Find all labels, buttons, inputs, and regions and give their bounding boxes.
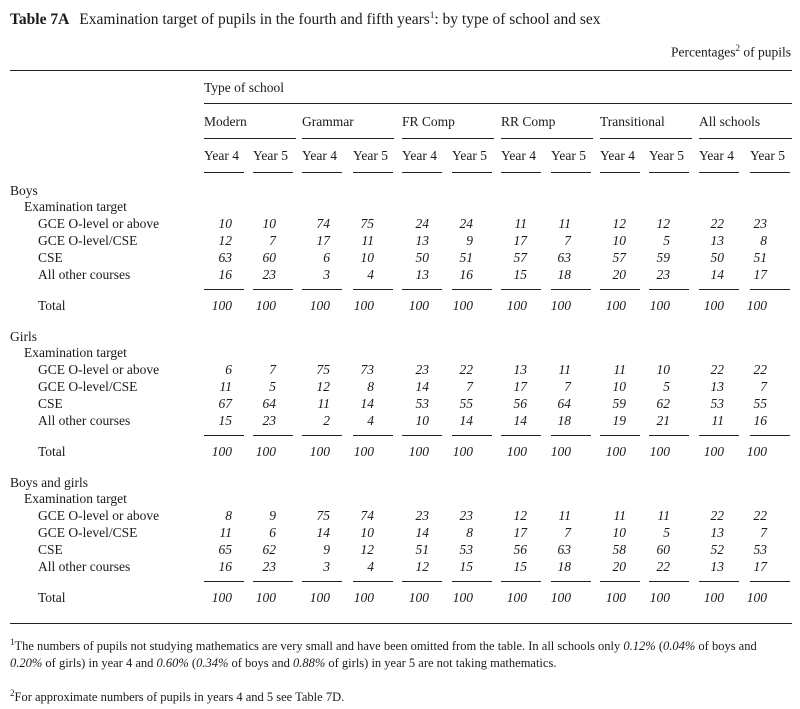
- table-cell: 23: [262, 267, 276, 282]
- header-school: RR Comp: [501, 114, 556, 129]
- table-cell: 11: [317, 396, 330, 411]
- table-title: [10, 10, 601, 29]
- table-cell: 20: [612, 559, 626, 574]
- total-cell: 100: [353, 298, 374, 313]
- row-label: GCE O-level or above: [38, 362, 160, 377]
- table-cell: 24: [459, 216, 473, 231]
- total-rule: [253, 581, 293, 582]
- header-school-rule: [699, 138, 792, 139]
- total-rule: [551, 581, 591, 582]
- section-heading: Boys: [10, 183, 38, 198]
- table-cell: 10: [262, 216, 276, 231]
- table-cell: 11: [514, 216, 527, 231]
- header-school-rule: [302, 138, 394, 139]
- header-year: Year 5: [649, 148, 685, 163]
- table-cell: 3: [323, 267, 330, 282]
- table-cell: 12: [656, 216, 670, 231]
- table-cell: 13: [513, 362, 527, 377]
- total-rule: [600, 289, 640, 290]
- table-cell: 18: [557, 267, 571, 282]
- table-cell: 56: [513, 396, 527, 411]
- total-cell: 100: [408, 590, 429, 605]
- total-cell: 100: [211, 444, 232, 459]
- table-cell: 9: [466, 233, 473, 248]
- table-cell: 10: [612, 233, 626, 248]
- header-year-rule: [452, 172, 492, 173]
- table-cell: 16: [218, 267, 232, 282]
- table-cell: 75: [316, 362, 330, 377]
- table-cell: 6: [225, 362, 232, 377]
- total-rule: [402, 289, 442, 290]
- total-rule: [353, 581, 393, 582]
- row-label: All other courses: [38, 413, 131, 428]
- table-cell: 7: [760, 525, 767, 540]
- header-year-rule: [402, 172, 442, 173]
- section-subheading: Examination target: [24, 491, 127, 506]
- table-cell: 12: [415, 559, 429, 574]
- footnote-2: $^2$For approximate numbers of pupils in years 4 and 5 see Table 7D.: [10, 688, 345, 705]
- table-cell: 7: [760, 379, 767, 394]
- header-year: Year 4: [501, 148, 537, 163]
- table-cell: 12: [316, 379, 330, 394]
- table-cell: 24: [415, 216, 429, 231]
- header-school-rule: [600, 138, 692, 139]
- table-cell: 11: [613, 508, 626, 523]
- total-rule: [204, 581, 244, 582]
- total-cell: 100: [309, 444, 330, 459]
- table-cell: 7: [269, 362, 276, 377]
- total-rule: [452, 435, 492, 436]
- table-cell: 11: [558, 508, 571, 523]
- unit-tail: of pupils: [739, 44, 791, 60]
- table-cell: 23: [459, 508, 473, 523]
- header-school-rule: [402, 138, 494, 139]
- total-rule: [699, 289, 739, 290]
- table-cell: 17: [513, 525, 527, 540]
- total-cell: 100: [703, 590, 724, 605]
- header-school: Transitional: [600, 114, 665, 129]
- table-label: Table 7A: [10, 11, 70, 29]
- total-cell: 100: [506, 590, 527, 605]
- row-label: GCE O-level/CSE: [38, 233, 138, 248]
- table-cell: 11: [219, 379, 232, 394]
- table-cell: 51: [415, 542, 429, 557]
- table-cell: 21: [656, 413, 670, 428]
- total-cell: 100: [211, 298, 232, 313]
- total-rule: [699, 581, 739, 582]
- total-cell: 100: [211, 590, 232, 605]
- table-cell: 14: [415, 379, 429, 394]
- table-cell: 17: [513, 379, 527, 394]
- row-label: GCE O-level/CSE: [38, 379, 138, 394]
- total-cell: 100: [550, 590, 571, 605]
- header-year-rule: [649, 172, 689, 173]
- table-cell: 74: [360, 508, 374, 523]
- total-rule: [649, 581, 689, 582]
- table-cell: 16: [753, 413, 767, 428]
- table-cell: 52: [710, 542, 724, 557]
- row-label: All other courses: [38, 267, 131, 282]
- header-group-rule: [204, 103, 792, 104]
- table-cell: 3: [323, 559, 330, 574]
- table-cell: 22: [656, 559, 670, 574]
- table-cell: 62: [656, 396, 670, 411]
- total-rule: [253, 435, 293, 436]
- table-cell: 15: [513, 559, 527, 574]
- table-cell: 13: [710, 525, 724, 540]
- table-cell: 8: [225, 508, 232, 523]
- table-cell: 74: [316, 216, 330, 231]
- table-cell: 23: [262, 413, 276, 428]
- header-year: Year 4: [699, 148, 735, 163]
- table-cell: 13: [415, 267, 429, 282]
- table-cell: 10: [656, 362, 670, 377]
- row-label: CSE: [38, 396, 63, 411]
- total-rule: [452, 289, 492, 290]
- total-rule: [699, 435, 739, 436]
- total-cell: 100: [353, 444, 374, 459]
- table-cell: 56: [513, 542, 527, 557]
- table-cell: 10: [360, 250, 374, 265]
- top-rule: [10, 70, 792, 71]
- total-cell: 100: [255, 590, 276, 605]
- table-cell: 65: [218, 542, 232, 557]
- table-cell: 15: [513, 267, 527, 282]
- table-cell: 10: [415, 413, 429, 428]
- table-cell: 6: [323, 250, 330, 265]
- row-label: All other courses: [38, 559, 131, 574]
- table-cell: 51: [459, 250, 473, 265]
- total-cell: 100: [255, 444, 276, 459]
- header-year-rule: [501, 172, 541, 173]
- section-heading: Girls: [10, 329, 37, 344]
- table-cell: 20: [612, 267, 626, 282]
- table-cell: 57: [513, 250, 527, 265]
- row-label: CSE: [38, 542, 63, 557]
- table-cell: 22: [753, 508, 767, 523]
- title-text: Examination target of pupils in the fourth and fifth years: [79, 11, 430, 29]
- total-rule: [649, 435, 689, 436]
- table-cell: 23: [262, 559, 276, 574]
- total-rule: [750, 435, 790, 436]
- table-cell: 6: [269, 525, 276, 540]
- table-cell: 10: [612, 379, 626, 394]
- total-rule: [501, 289, 541, 290]
- header-group-label: Type of school: [204, 80, 285, 95]
- total-cell: 100: [309, 590, 330, 605]
- header-year: Year 4: [600, 148, 636, 163]
- table-cell: 12: [218, 233, 232, 248]
- total-rule: [600, 435, 640, 436]
- total-rule: [551, 289, 591, 290]
- total-cell: 100: [452, 298, 473, 313]
- table-cell: 18: [557, 413, 571, 428]
- total-cell: 100: [746, 444, 767, 459]
- table-cell: 4: [367, 413, 374, 428]
- total-label: Total: [38, 298, 66, 313]
- total-rule: [750, 289, 790, 290]
- table-cell: 55: [753, 396, 767, 411]
- total-cell: 100: [746, 298, 767, 313]
- header-year: Year 4: [204, 148, 240, 163]
- header-school-rule: [501, 138, 593, 139]
- table-cell: 13: [710, 559, 724, 574]
- header-year: Year 5: [750, 148, 786, 163]
- table-cell: 11: [558, 216, 571, 231]
- section-heading: Boys and girls: [10, 475, 89, 490]
- table-cell: 5: [663, 525, 670, 540]
- table-cell: 17: [753, 267, 767, 282]
- footnote-2-mark: 2: [10, 688, 15, 698]
- header-year: Year 5: [253, 148, 289, 163]
- table-cell: 23: [415, 362, 429, 377]
- total-rule: [402, 581, 442, 582]
- table-cell: 10: [360, 525, 374, 540]
- table-cell: 15: [459, 559, 473, 574]
- table-cell: 12: [360, 542, 374, 557]
- table-cell: 15: [218, 413, 232, 428]
- table-cell: 62: [262, 542, 276, 557]
- table-cell: 60: [262, 250, 276, 265]
- table-cell: 11: [657, 508, 670, 523]
- unit-label: [671, 43, 791, 61]
- table-cell: 9: [269, 508, 276, 523]
- title-tail: : by type of school and sex: [434, 11, 601, 29]
- total-rule: [402, 435, 442, 436]
- table-cell: 5: [663, 233, 670, 248]
- table-cell: 11: [613, 362, 626, 377]
- row-label: GCE O-level or above: [38, 508, 160, 523]
- table-cell: 7: [269, 233, 276, 248]
- total-cell: 100: [605, 590, 626, 605]
- header-school: Modern: [204, 114, 247, 129]
- total-cell: 100: [703, 444, 724, 459]
- table-cell: 23: [753, 216, 767, 231]
- total-cell: 100: [506, 444, 527, 459]
- table-cell: 7: [466, 379, 473, 394]
- table-cell: 75: [316, 508, 330, 523]
- table-cell: 51: [753, 250, 767, 265]
- table-cell: 8: [760, 233, 767, 248]
- table-cell: 53: [710, 396, 724, 411]
- row-label: GCE O-level/CSE: [38, 525, 138, 540]
- total-cell: 100: [649, 444, 670, 459]
- table-cell: 64: [262, 396, 276, 411]
- total-rule: [204, 435, 244, 436]
- total-rule: [204, 289, 244, 290]
- table-cell: 16: [459, 267, 473, 282]
- header-year-rule: [204, 172, 244, 173]
- total-cell: 100: [408, 444, 429, 459]
- header-year-rule: [353, 172, 393, 173]
- table-cell: 22: [710, 362, 724, 377]
- row-label: GCE O-level or above: [38, 216, 160, 231]
- header-year-rule: [600, 172, 640, 173]
- total-rule: [253, 289, 293, 290]
- table-cell: 7: [564, 379, 571, 394]
- total-rule: [353, 435, 393, 436]
- total-rule: [501, 435, 541, 436]
- header-year-rule: [253, 172, 293, 173]
- total-rule: [600, 581, 640, 582]
- table-cell: 12: [612, 216, 626, 231]
- title-footnote-mark: 1: [429, 10, 435, 20]
- header-year: Year 5: [353, 148, 389, 163]
- total-rule: [353, 289, 393, 290]
- table-cell: 10: [218, 216, 232, 231]
- total-label: Total: [38, 444, 66, 459]
- total-cell: 100: [353, 590, 374, 605]
- table-cell: 63: [557, 250, 571, 265]
- table-cell: 22: [459, 362, 473, 377]
- total-cell: 100: [550, 444, 571, 459]
- table-cell: 14: [513, 413, 527, 428]
- total-cell: 100: [550, 298, 571, 313]
- table-cell: 53: [753, 542, 767, 557]
- table-cell: 8: [367, 379, 374, 394]
- total-rule: [501, 581, 541, 582]
- table-cell: 50: [415, 250, 429, 265]
- table-cell: 19: [612, 413, 626, 428]
- table-cell: 22: [710, 508, 724, 523]
- table-cell: 11: [361, 233, 374, 248]
- total-label: Total: [38, 590, 66, 605]
- table-cell: 11: [711, 413, 724, 428]
- header-year: Year 4: [402, 148, 438, 163]
- total-cell: 100: [452, 444, 473, 459]
- table-cell: 10: [612, 525, 626, 540]
- footnote-1: $^1$The numbers of pupils not studying mathematics are very small and have been omitted from the table. In all schools only 0.12% (0.04% of boys and 0.20% of girls) in year 4 and 0.60% (0.34% of boys and 0.88% of girls) in year 5 are not taking mathematics.: [10, 637, 757, 670]
- total-cell: 100: [506, 298, 527, 313]
- total-rule: [750, 581, 790, 582]
- total-rule: [302, 289, 342, 290]
- table-cell: 63: [557, 542, 571, 557]
- header-year-rule: [750, 172, 790, 173]
- table-cell: 14: [415, 525, 429, 540]
- table-cell: 16: [218, 559, 232, 574]
- row-label: CSE: [38, 250, 63, 265]
- table-cell: 60: [656, 542, 670, 557]
- footnote-1-mark: 1: [10, 637, 15, 647]
- section-subheading: Examination target: [24, 345, 127, 360]
- table-cell: 2: [323, 413, 330, 428]
- table-cell: 11: [558, 362, 571, 377]
- table-cell: 23: [415, 508, 429, 523]
- table-cell: 64: [557, 396, 571, 411]
- total-rule: [302, 435, 342, 436]
- table-cell: 17: [513, 233, 527, 248]
- header-school: All schools: [699, 114, 761, 129]
- table-cell: 8: [466, 525, 473, 540]
- table-cell: 4: [367, 559, 374, 574]
- header-year-rule: [551, 172, 591, 173]
- total-cell: 100: [605, 298, 626, 313]
- total-cell: 100: [452, 590, 473, 605]
- table-cell: 22: [753, 362, 767, 377]
- table-cell: 13: [710, 233, 724, 248]
- header-year: Year 4: [302, 148, 338, 163]
- table-cell: 17: [753, 559, 767, 574]
- total-cell: 100: [605, 444, 626, 459]
- table-cell: 5: [663, 379, 670, 394]
- table-cell: 75: [360, 216, 374, 231]
- table-cell: 53: [415, 396, 429, 411]
- total-rule: [302, 581, 342, 582]
- total-rule: [551, 435, 591, 436]
- total-cell: 100: [649, 298, 670, 313]
- table-cell: 5: [269, 379, 276, 394]
- section-subheading: Examination target: [24, 199, 127, 214]
- table-cell: 50: [710, 250, 724, 265]
- table-cell: 13: [710, 379, 724, 394]
- header-year-rule: [302, 172, 342, 173]
- table-cell: 17: [316, 233, 330, 248]
- table-cell: 7: [564, 233, 571, 248]
- table-cell: 7: [564, 525, 571, 540]
- table-cell: 23: [656, 267, 670, 282]
- table-cell: 57: [612, 250, 626, 265]
- header-year: Year 5: [452, 148, 488, 163]
- total-cell: 100: [255, 298, 276, 313]
- total-cell: 100: [408, 298, 429, 313]
- header-year: Year 5: [551, 148, 587, 163]
- table-cell: 55: [459, 396, 473, 411]
- table-cell: 22: [710, 216, 724, 231]
- table-cell: 14: [360, 396, 374, 411]
- table-cell: 12: [513, 508, 527, 523]
- table-cell: 9: [323, 542, 330, 557]
- table-cell: 63: [218, 250, 232, 265]
- table-cell: 58: [612, 542, 626, 557]
- header-year-rule: [699, 172, 739, 173]
- table-cell: 59: [612, 396, 626, 411]
- table-cell: 4: [367, 267, 374, 282]
- table-cell: 67: [218, 396, 232, 411]
- table-cell: 59: [656, 250, 670, 265]
- total-cell: 100: [309, 298, 330, 313]
- table-cell: 14: [459, 413, 473, 428]
- header-school: FR Comp: [402, 114, 455, 129]
- table-cell: 11: [219, 525, 232, 540]
- unit-footnote-mark: 2: [735, 43, 740, 53]
- total-cell: 100: [649, 590, 670, 605]
- table-cell: 14: [316, 525, 330, 540]
- table-cell: 53: [459, 542, 473, 557]
- header-school-rule: [204, 138, 296, 139]
- unit-text: Percentages: [671, 44, 736, 60]
- total-rule: [452, 581, 492, 582]
- total-rule: [649, 289, 689, 290]
- header-school: Grammar: [302, 114, 354, 129]
- total-cell: 100: [703, 298, 724, 313]
- table-cell: 73: [360, 362, 374, 377]
- table-cell: 14: [710, 267, 724, 282]
- total-cell: 100: [746, 590, 767, 605]
- table-cell: 18: [557, 559, 571, 574]
- bottom-rule: [10, 623, 792, 624]
- table-cell: 13: [415, 233, 429, 248]
